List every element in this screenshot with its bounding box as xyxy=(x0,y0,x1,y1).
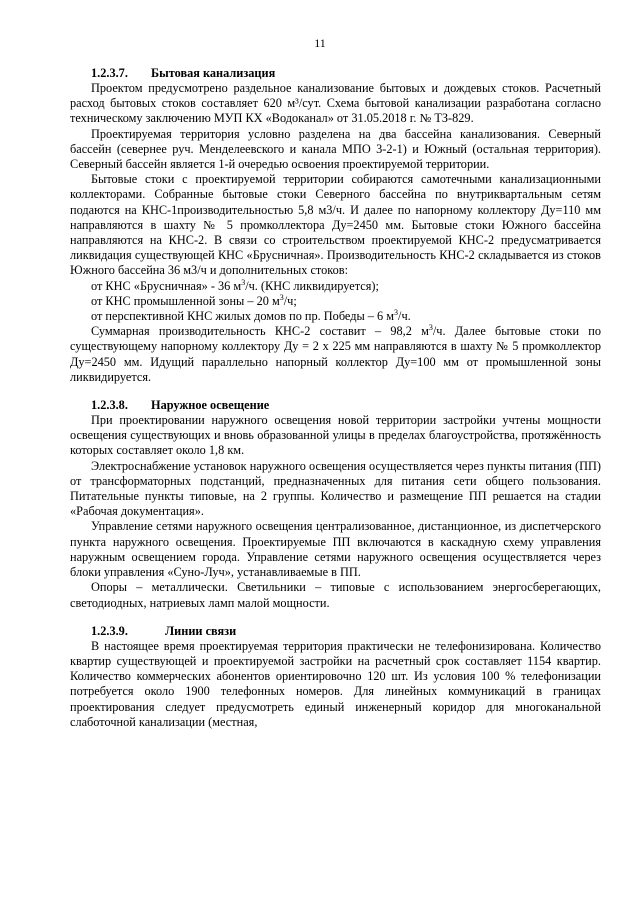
paragraph: В настоящее время проектируемая территория практически не телефонизирована. Количество квартир существующей и проектируемой застройки на расчетный срок составляет 1154 квартир. Количество коммерческих абонентов ориентировочно 120 шт. Из условия 100 % телефонизации потребуется около 1900 телефонных номеров. Для линейных коммуникаций в границах проектирования следует предусмотреть единый инженерный коридор для многоканальной слаботочной канализации (местная, xyxy=(70,638,601,729)
page-number: 11 xyxy=(314,36,326,50)
list-item: от КНС «Брусничная» - 36 $м^3/ч$. (КНС ликвидируется); xyxy=(91,277,379,293)
spacer xyxy=(70,385,601,398)
section-number: 1.2.3.9. xyxy=(91,623,128,638)
section-heading-outdoor-lighting xyxy=(70,398,601,413)
list-item: от перспективной КНС жилых домов по пр. Победы – 6 $м^3/ч$. xyxy=(91,308,411,324)
section-heading-sewerage xyxy=(70,66,601,81)
paragraph: Суммарная производительность КНС-2 составит – 98,2 $м^3/ч$. Далее бытовые стоки по существующему напорному коллектору Ду = 2 х 225 мм направляются в шахту № 5 промколлектор Ду=2450 мм. Идущий параллельно напорный коллектор Ду=100 мм от промышленной зоны ликвидируется. xyxy=(70,323,601,384)
page-content xyxy=(70,66,601,730)
section-title: Линии связи xyxy=(165,623,237,638)
paragraph: Проектом предусмотрено раздельное канализование бытовых и дождевых стоков. Расчетный расход бытовых стоков составляет 620 м³/сут. Схема бытовой канализации разработана согласно техническому заключению МУП КХ «Водоканал» от 31.05.2018 г. № ТЗ-829. xyxy=(70,81,601,126)
paragraph: Опоры – металлически. Светильники – типовые с использованием энергосберегающих, светодиодных, натриевых ламп малой мощности. xyxy=(70,580,601,610)
paragraph: Проектируемая территория условно разделена на два бассейна канализования. Северный бассейн (севернее руч. Менделеевского и канала МПО 3-2-1) и Южный (остальная территория). Северный бассейн является 1-й очередью освоения проектируемой территории. xyxy=(70,126,601,172)
spacer xyxy=(70,611,601,624)
section-heading-communication-lines xyxy=(70,624,601,639)
paragraph: При проектировании наружного освещения новой территории застройки учтены мощности освещения существующих и вновь образованной улицы в пределах благоустройства, протяжённость которых составляет около 1,8 км. xyxy=(70,413,601,458)
section-number: 1.2.3.7. xyxy=(91,66,128,80)
section-number: 1.2.3.8. xyxy=(91,398,128,413)
paragraph: Управление сетями наружного освещения централизованное, дистанционное, из диспетчерского пункта наружного освещения. Проектируемые ПП включаются в каскадную схему управления наружным освещением города. Управление сетями наружного освещения осуществляется через блоки управления «Суно-Луч», устанавливаемые в ПП. xyxy=(70,519,601,580)
paragraph: Бытовые стоки с проектируемой территории собираются самотечными канализационными коллекторами. Собранные бытовые стоки Северного бассейна по внутриквартальным сетям подаются на КНС-1производительностью 5,8 м3/ч. И далее по напорному коллектору Ду=110 мм направляются в шахту № 5 промколлектора Ду=2450 мм. Бытовые стоки Южного бассейна направляются на КНС-2. В связи со строительством проектируемой КНС-2 предусматривается ликвидация существующей КНС «Брусничная». Производительность КНС-2 складывается из стоков Южного бассейна 36 м3/ч и дополнительных стоков: xyxy=(70,172,601,278)
section-title: Бытовая канализация xyxy=(151,66,276,80)
section-title: Наружное освещение xyxy=(151,398,270,413)
list-item: от КНС промышленной зоны – 20 $м^3/ч$; xyxy=(91,292,297,308)
paragraph: Электроснабжение установок наружного освещения осуществляется через пункты питания (ПП) от трансформаторных подстанций, предназначенных для питания сети общего пользования. Питательные пункты типовые, на 2 группы. Количество и размещение ПП решается на стадии «Рабочая документация». xyxy=(70,458,601,519)
